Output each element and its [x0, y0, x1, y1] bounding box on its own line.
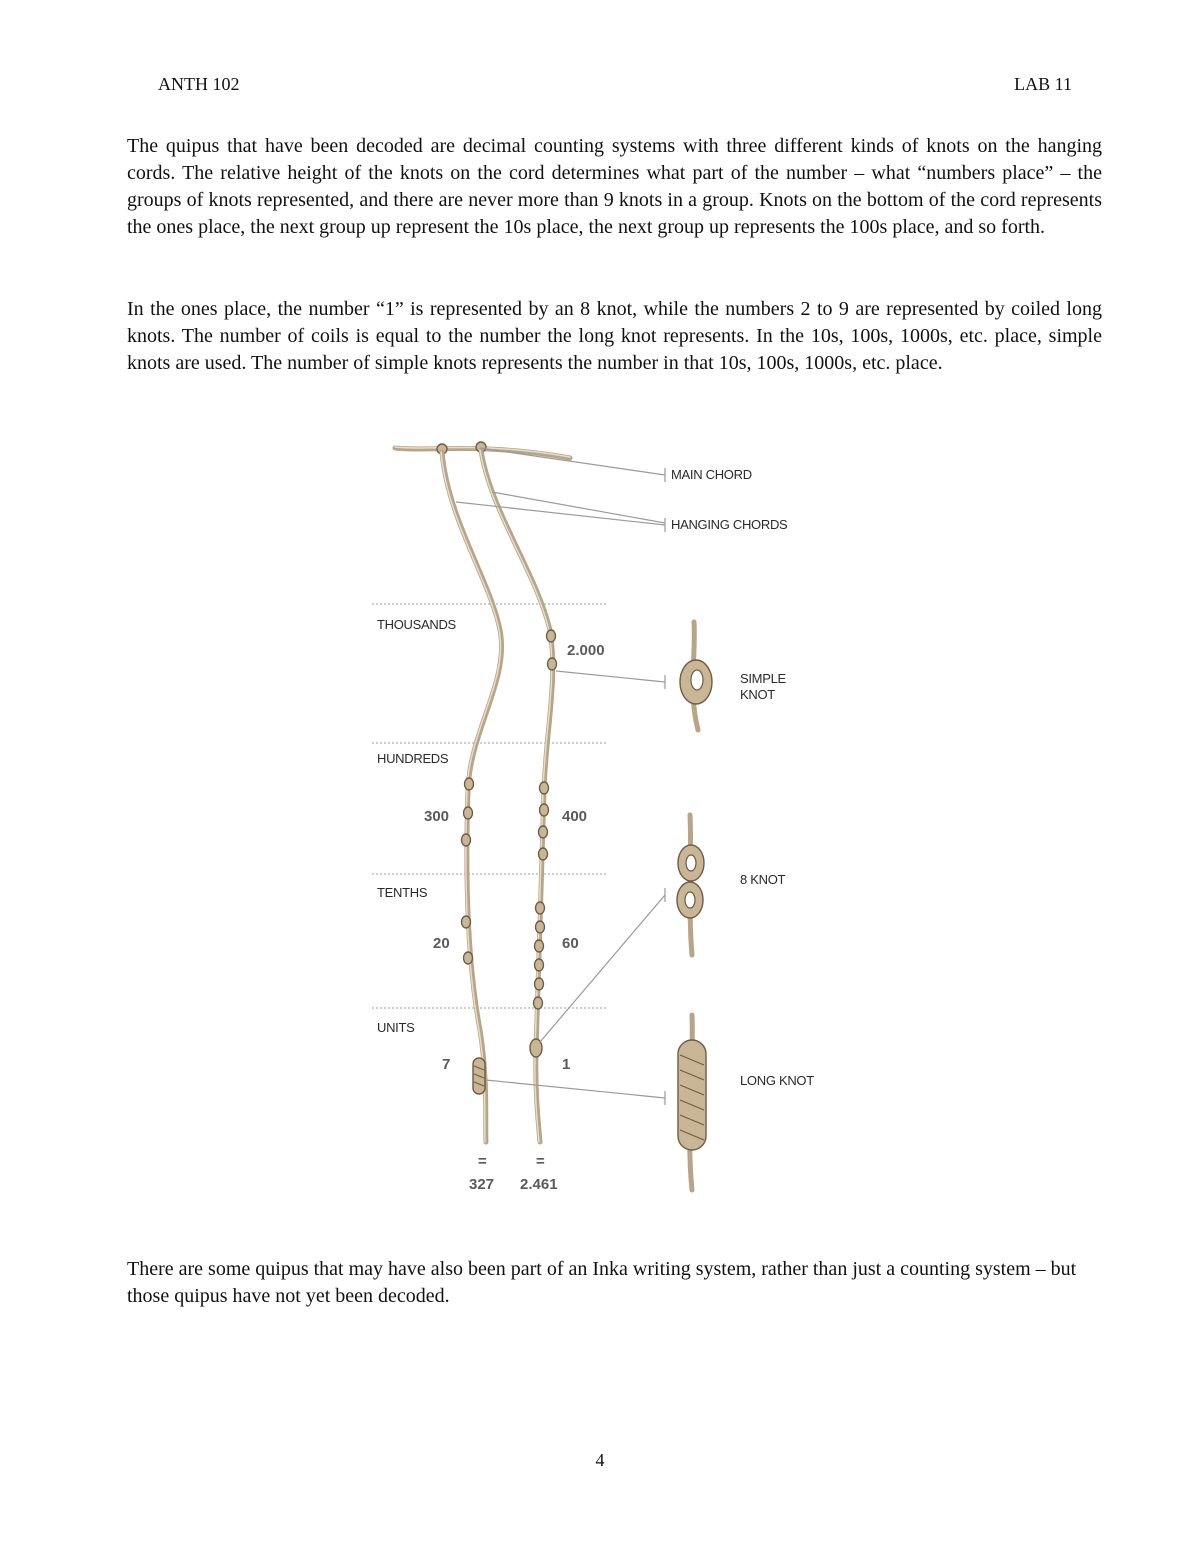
cord-a-total: 327	[469, 1176, 495, 1193]
simple-knot-label-line1: SIMPLE	[740, 671, 786, 686]
thousands-label: THOUSANDS	[377, 617, 456, 632]
cord-a-units-value: 7	[442, 1056, 451, 1073]
quipu-diagram	[360, 430, 820, 1200]
cord-327-long-knot	[473, 1058, 485, 1094]
long-knot-illustration	[678, 1015, 706, 1190]
main-chord-leader	[480, 448, 665, 482]
cord-a-tens-value: 20	[433, 935, 450, 952]
simple-knot-leader	[556, 671, 665, 689]
eight-knot-label: 8 KNOT	[740, 872, 786, 887]
simple-knot-illustration	[680, 622, 712, 730]
cord-a-equals: =	[478, 1153, 487, 1170]
cord-b-tens-value: 60	[562, 935, 579, 952]
paragraph-writing-system: There are some quipus that may have also been part of an Inka writing system, rather than just a counting system – but those quipus have not yet been decoded.	[127, 1258, 1077, 1307]
course-code: ANTH 102	[158, 74, 240, 94]
paragraph-decimal-system: The quipus that have been decoded are decimal counting systems with three different kinds of knots on the hanging cords. The relative height of the knots on the cord determines what part of the number – what “numbers place” – the groups of knots represented, and there are never more than 9 knots in a group. Knots on the bottom of the cord represents the ones place, the next group up represent the 10s place, the next group up represents the 100s place, and so forth.	[127, 135, 1102, 238]
hanging-cord-2461	[480, 450, 553, 1142]
hanging-cord-327	[441, 452, 502, 1142]
hanging-chords-leader	[456, 492, 665, 532]
tenths-label: TENTHS	[377, 885, 428, 900]
cord-b-equals: =	[536, 1153, 545, 1170]
main-chord-label: MAIN CHORD	[671, 467, 752, 482]
simple-knot-label-line2: KNOT	[740, 687, 775, 702]
long-knot-leader	[486, 1080, 665, 1105]
eight-knot-illustration	[677, 815, 704, 955]
eight-knot-leader	[540, 888, 665, 1042]
units-label: UNITS	[377, 1020, 415, 1035]
long-knot-label: LONG KNOT	[740, 1073, 814, 1088]
cord-327-hundreds-knots	[462, 778, 474, 846]
page-number: 4	[595, 1450, 605, 1470]
paragraph-knot-types: In the ones place, the number “1” is represented by an 8 knot, while the numbers 2 to 9 are represented by coiled long knots. The number of coils is equal to the number the long knot represents. In the 10s, 100s, 1000s, etc. place, simple knots are used. The number of simple knots represents the number in that 10s, 100s, 1000s, etc. place.	[127, 298, 1102, 374]
cord-a-hundreds-value: 300	[424, 808, 450, 825]
lab-number: LAB 11	[1014, 74, 1072, 94]
cord-b-units-value: 1	[562, 1056, 571, 1073]
cord-b-total: 2.461	[520, 1176, 558, 1193]
hundreds-label: HUNDREDS	[377, 751, 449, 766]
cord-b-thousands-value: 2.000	[567, 642, 605, 659]
hanging-chords-label: HANGING CHORDS	[671, 517, 788, 532]
cord-b-hundreds-value: 400	[562, 808, 588, 825]
